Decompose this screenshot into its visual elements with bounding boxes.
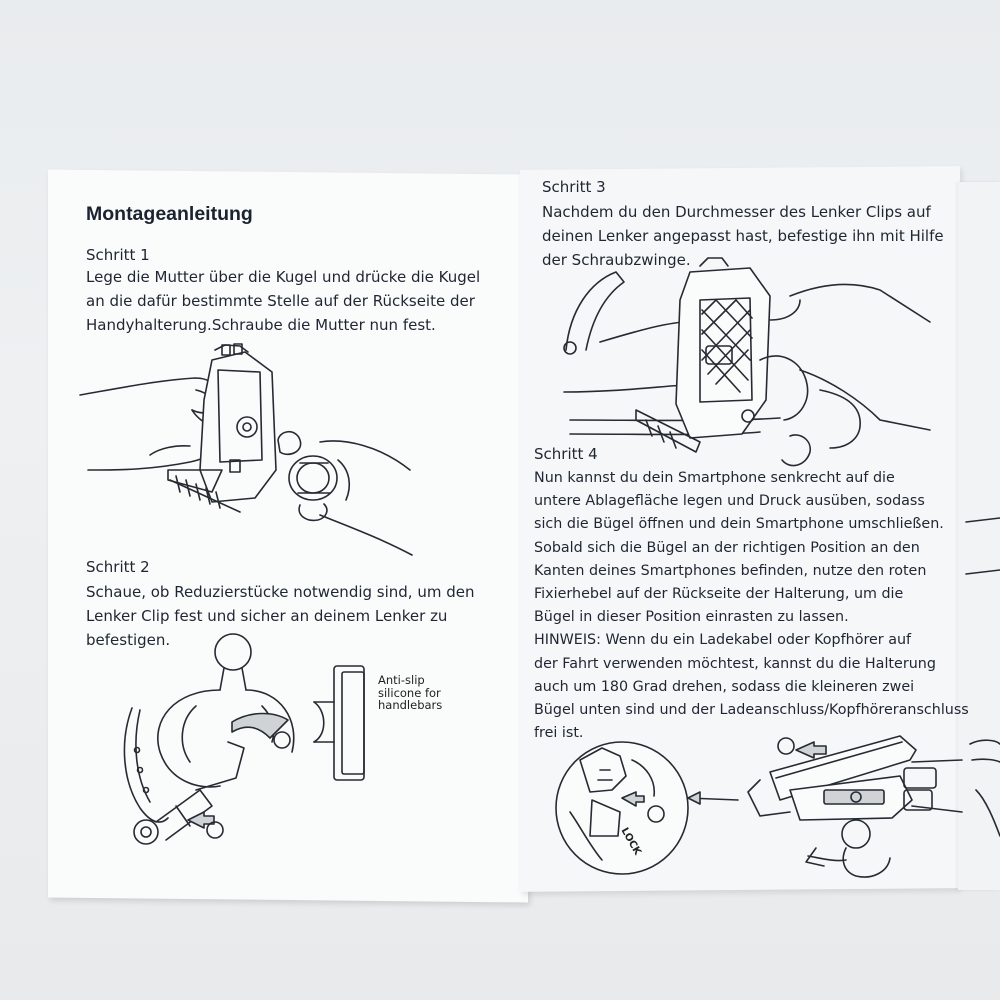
step1-label: Schritt 1 bbox=[86, 246, 150, 264]
step4-line: Kanten deines Smartphones befinden, nutze den roten bbox=[534, 562, 927, 579]
step2-line: Lenker Clip fest und sicher an deinem Lenker zu bbox=[86, 607, 448, 625]
step2-line: befestigen. bbox=[86, 631, 171, 649]
callout-line: silicone for bbox=[378, 685, 441, 700]
step4-line: frei ist. bbox=[534, 725, 584, 742]
step1-line: an die dafür bestimmte Stelle auf der Rückseite der bbox=[86, 292, 475, 310]
step4-line: Sobald sich die Bügel an der richtigen Position an den bbox=[534, 539, 920, 556]
step3-label: Schritt 3 bbox=[542, 178, 606, 196]
callout-line: handlebars bbox=[378, 698, 443, 712]
step1-line: Lege die Mutter über die Kugel und drücke die Kugel bbox=[86, 268, 481, 286]
step2-line: Schaue, ob Reduzierstücke notwendig sind, um den bbox=[86, 583, 475, 601]
step4-line: Bügel in dieser Position einrasten zu lassen. bbox=[534, 609, 849, 626]
lock-label: LOCK bbox=[618, 826, 643, 858]
step4-line: sich die Bügel öffnen und dein Smartphone umschließen. bbox=[534, 516, 944, 533]
step4-line: der Fahrt verwenden möchtest, kannst du die Halterung bbox=[534, 655, 936, 672]
step3-line: Nachdem du den Durchmesser des Lenker Clips auf bbox=[542, 203, 931, 221]
step3-line: der Schraubzwinge. bbox=[542, 251, 691, 269]
step1-line: Handyhalterung.Schraube die Mutter nun fest. bbox=[86, 316, 436, 334]
step4-line: Fixierhebel auf der Rückseite der Halterung, um die bbox=[534, 585, 904, 602]
callout-line: Anti-slip bbox=[378, 673, 425, 687]
step4-line: Bügel unten sind und der Ladeanschluss/Kopfhöreranschluss bbox=[534, 701, 969, 718]
page-title: Montageanleitung bbox=[86, 203, 253, 225]
step4-line: Nun kannst du dein Smartphone senkrecht auf die bbox=[534, 470, 895, 486]
step2-label: Schritt 2 bbox=[86, 558, 150, 576]
step4-line: auch um 180 Grad drehen, sodass die kleineren zwei bbox=[534, 678, 915, 695]
step4-line: untere Ablagefläche legen und Druck ausüben, sodass bbox=[534, 493, 925, 510]
step4-line: HINWEIS: Wenn du ein Ladekabel oder Kopfhörer auf bbox=[534, 632, 912, 649]
step4-label: Schritt 4 bbox=[534, 445, 598, 463]
step3-line: deinen Lenker angepasst hast, befestige ihn mit Hilfe bbox=[542, 227, 944, 245]
